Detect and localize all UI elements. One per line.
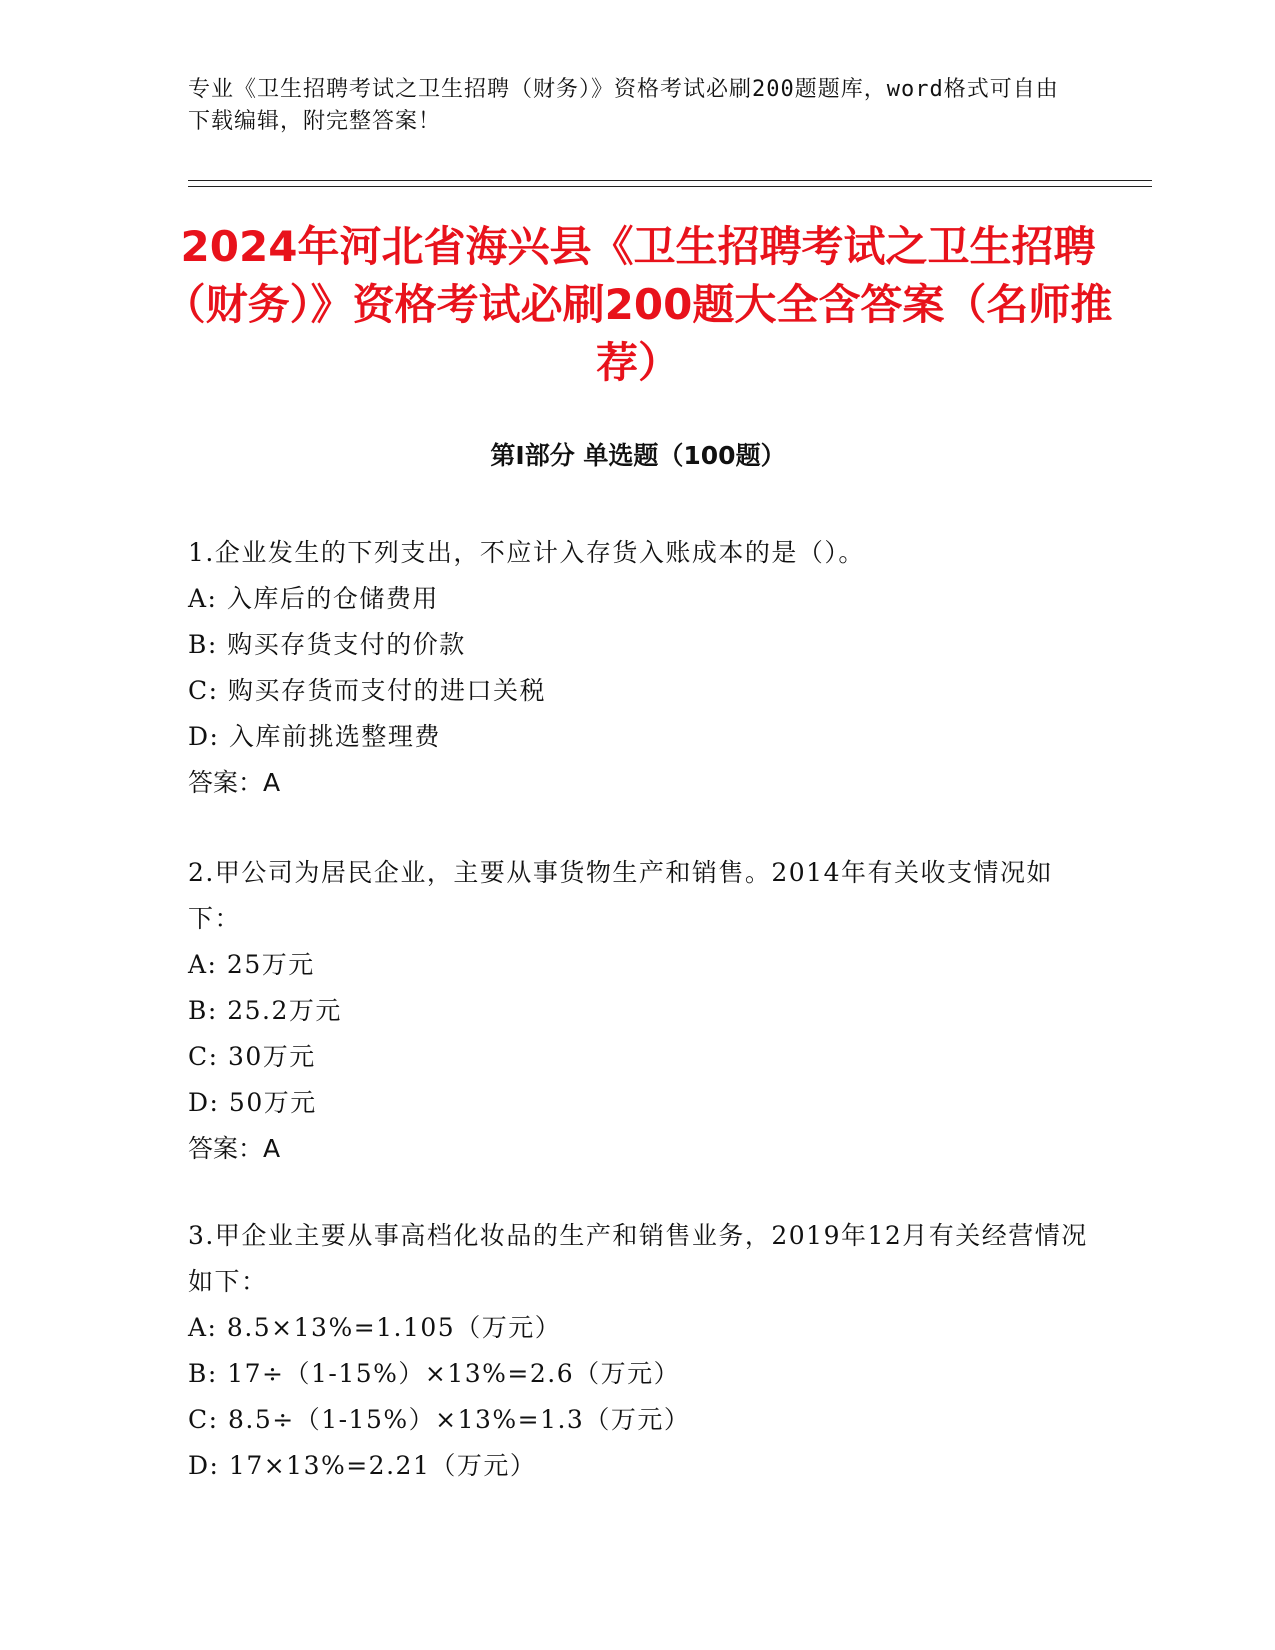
header-rule-top bbox=[188, 180, 1152, 181]
question-stem: 3.甲企业主要从事高档化妆品的生产和销售业务，2019年12月有关经营情况如下： bbox=[188, 1221, 1088, 1296]
option-c: C: 30万元 bbox=[188, 1042, 316, 1071]
header-rule-bottom bbox=[188, 186, 1152, 187]
header-note: 专业《卫生招聘考试之卫生招聘（财务）》资格考试必刷200题题库，word格式可自由下载编辑，附完整答案！ bbox=[188, 77, 1059, 134]
option-a: A: 25万元 bbox=[188, 950, 315, 979]
option-d: D: 17×13%=2.21（万元） bbox=[188, 1451, 537, 1480]
page-title: 2024年河北省海兴县《卫生招聘考试之卫生招聘（财务）》资格考试必刷200题大全含答案（名师推荐） bbox=[163, 222, 1113, 387]
question-stem: 1.企业发生的下列支出，不应计入存货入账成本的是（）。 bbox=[188, 538, 865, 567]
option-d: D: 入库前挑选整理费 bbox=[188, 722, 441, 751]
question-stem: 2.甲公司为居民企业，主要从事货物生产和销售。2014年有关收支情况如下： bbox=[188, 858, 1053, 933]
section-heading: 第I部分 单选题（100题） bbox=[490, 441, 786, 470]
question-1 bbox=[188, 530, 1088, 806]
question-2 bbox=[188, 850, 1088, 1172]
option-c: C: 购买存货而支付的进口关税 bbox=[188, 676, 546, 705]
option-a: A: 8.5×13%=1.105（万元） bbox=[188, 1313, 562, 1342]
option-c: C: 8.5÷（1-15%）×13%=1.3（万元） bbox=[188, 1405, 691, 1434]
option-b: B: 25.2万元 bbox=[188, 996, 342, 1025]
option-b: B: 购买存货支付的价款 bbox=[188, 630, 466, 659]
option-d: D: 50万元 bbox=[188, 1088, 317, 1117]
option-b: B: 17÷（1-15%）×13%=2.6（万元） bbox=[188, 1359, 681, 1388]
question-3 bbox=[188, 1213, 1088, 1489]
option-a: A: 入库后的仓储费用 bbox=[188, 584, 439, 613]
answer-line: 答案：A bbox=[188, 1134, 281, 1163]
answer-line: 答案：A bbox=[188, 768, 281, 797]
